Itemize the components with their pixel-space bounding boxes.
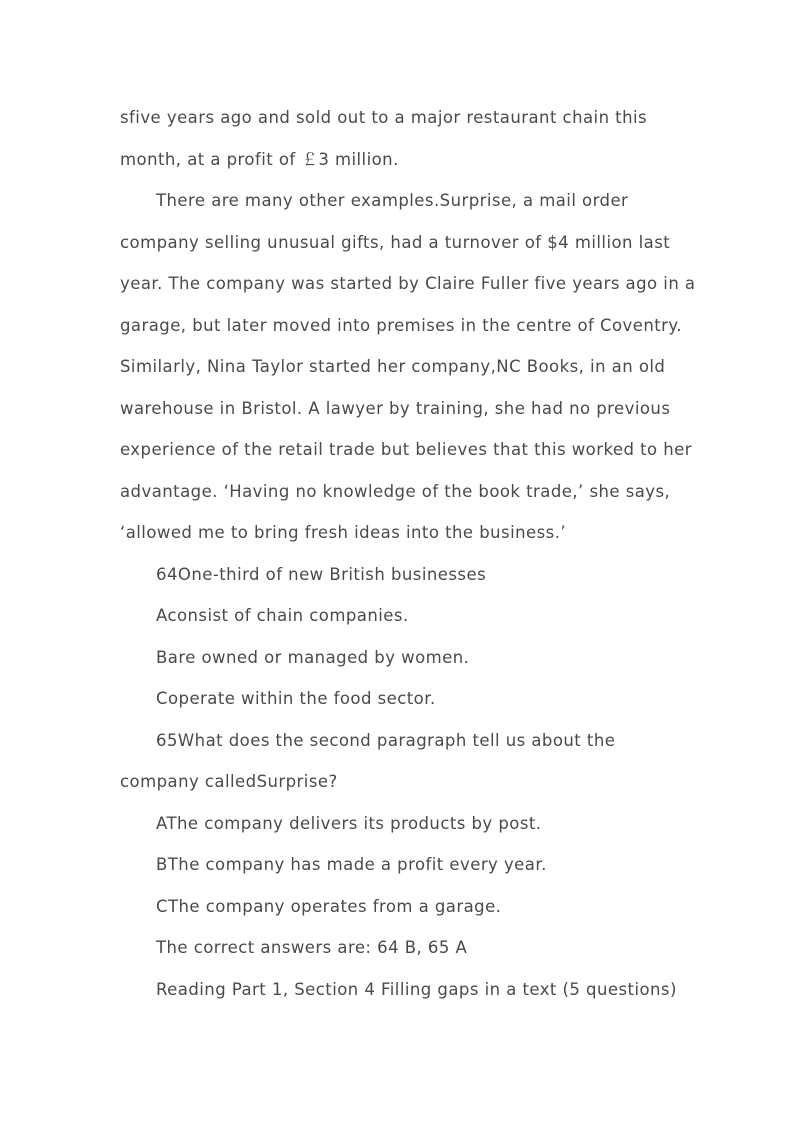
answer-key: The correct answers are: 64 B, 65 A xyxy=(156,938,468,957)
question-64: 64One-third of new British businesses xyxy=(156,564,487,584)
option-64-a: Aconsist of chain companies. xyxy=(156,606,409,625)
text-line: sfive years ago and sold out to a major restaurant chain this xyxy=(120,108,648,127)
option-65-b: BThe company has made a profit every year. xyxy=(156,855,547,874)
text-line: experience of the retail trade but believes that this worked to her xyxy=(120,440,692,459)
section-heading: Reading Part 1, Section 4 Filling gaps in a text (5 questions) xyxy=(156,979,677,999)
option-65-a: AThe company delivers its products by post. xyxy=(156,813,542,833)
option-65-c: CThe company operates from a garage. xyxy=(156,896,502,916)
text-line: month, at a profit of ￡3 million. xyxy=(120,149,399,169)
option-64-c: Coperate within the food sector. xyxy=(156,689,436,708)
paragraph-start-line: There are many other examples.Surprise, a mail order xyxy=(156,191,629,210)
option-64-b: Bare owned or managed by women. xyxy=(156,647,470,667)
text-line: warehouse in Bristol. A lawyer by training, she had no previous xyxy=(120,398,671,418)
quote-line: ‘allowed me to bring fresh ideas into the business.’ xyxy=(120,523,567,542)
text-line: company selling unusual gifts, had a turnover of $4 million last xyxy=(120,232,671,252)
text-line: garage, but later moved into premises in the centre of Coventry. xyxy=(120,315,682,335)
text-line: year. The company was started by Claire Fuller five years ago in a xyxy=(120,274,696,293)
text-line: Similarly, Nina Taylor started her company,NC Books, in an old xyxy=(120,357,666,376)
question-65: 65What does the second paragraph tell us about the xyxy=(156,730,616,750)
question-65-continued: company calledSurprise? xyxy=(120,772,338,791)
text-line: advantage. ‘Having no knowledge of the book trade,’ she says, xyxy=(120,481,671,501)
document-body xyxy=(120,97,696,1010)
